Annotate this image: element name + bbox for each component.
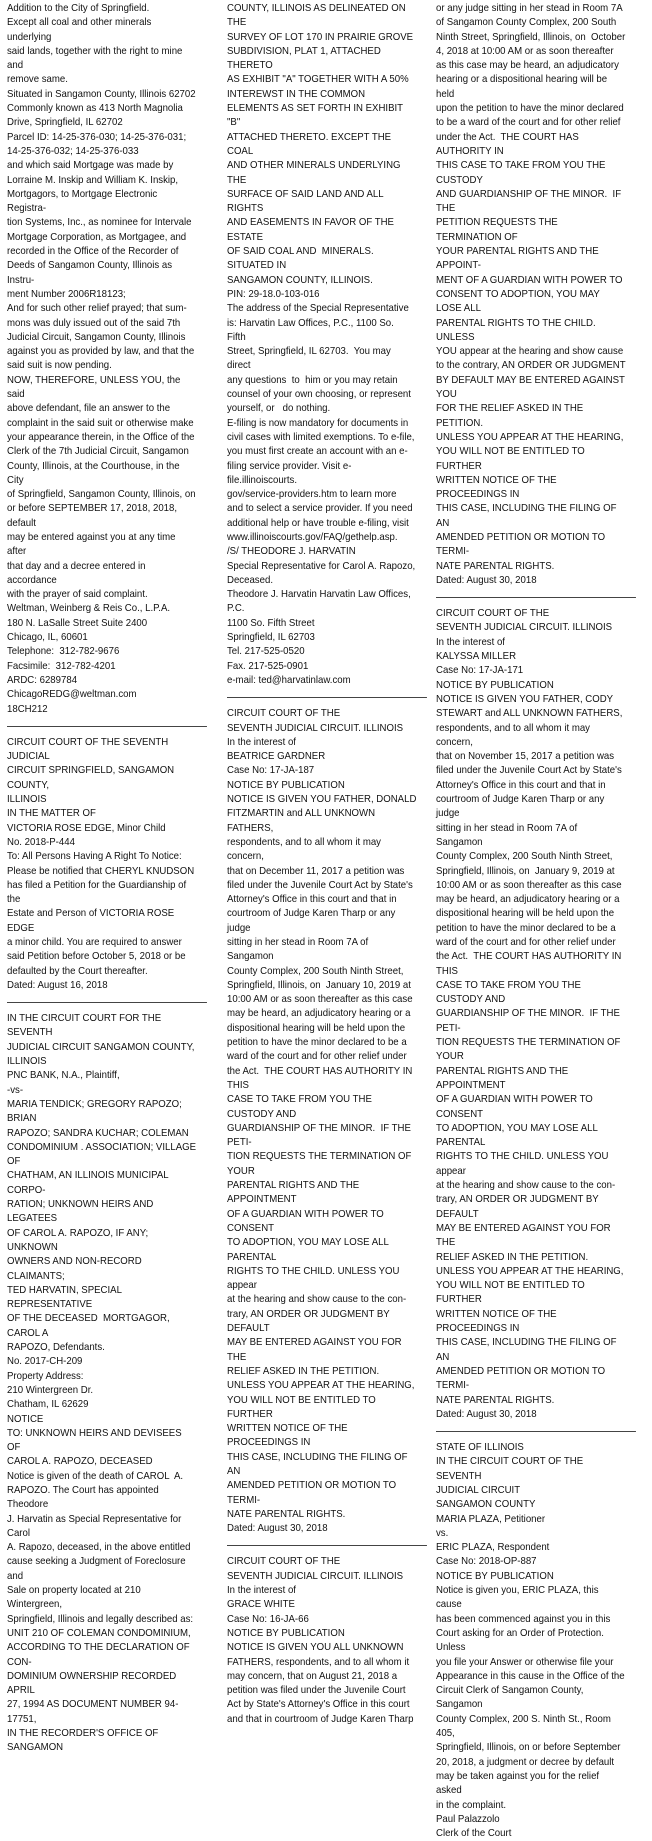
notice-line: 210 Wintergreen Dr.: [7, 1384, 94, 1396]
notice-line: CONDOMINIUM . ASSOCIATION; VILLAGE OF: [7, 1141, 199, 1168]
notice-line: Sale on property located at 210 Wintergreen,: [7, 1585, 144, 1611]
notice-divider: [436, 597, 636, 598]
notice-divider: [436, 1431, 636, 1432]
notice-line: County, Illinois, at the Courthouse, in the City: [7, 460, 183, 486]
notice-line: you must first create an account with an e-: [227, 446, 408, 458]
notice-line: Court asking for an Order of Protection. Unless: [436, 1627, 607, 1654]
notice-line: may be entered against you at any time after: [7, 531, 179, 558]
notice-line: sitting in her stead in Room 7A of Sangamon: [436, 822, 580, 848]
notice-line: Estate and Person of VICTORIA ROSE EDGE: [7, 908, 177, 934]
notice-line: THIS CASE, INCLUDING THE FILING OF AN: [436, 1337, 619, 1363]
notice-line: Facsimile: 312-782-4201: [7, 660, 116, 672]
notice-line: SURVEY OF LOT 170 IN PRAIRIE GROVE: [227, 31, 414, 43]
notice-line: IN THE MATTER OF: [7, 808, 96, 820]
notice-line: County Complex, 200 S. Ninth St., Room 405,: [436, 1713, 614, 1740]
notice-line: KALYSSA MILLER: [436, 651, 517, 663]
notice-line: courtroom of Judge Karen Tharp or any judge: [227, 908, 398, 934]
notice-line: 180 N. LaSalle Street Suite 2400: [7, 617, 148, 629]
notice-line: dispositional hearing will be held upon the: [227, 1022, 406, 1034]
notice-line: Circuit Clerk of Sangamon County, Sangamon: [436, 1685, 587, 1711]
notice-line: BY DEFAULT MAY BE ENTERED AGAINST YOU: [436, 374, 628, 401]
notice-line: OF THE DECEASED MORTGAGOR, CAROL A: [7, 1313, 173, 1339]
notice-line: a minor child. You are required to answer: [7, 937, 182, 948]
notice-line: gov/service-providers.htm to learn more: [227, 489, 397, 501]
notice-line: NOTICE IS GIVEN YOU FATHER, CODY: [436, 693, 614, 705]
notice-line: Springfield, IL 62703: [227, 632, 315, 644]
notice-line: Lorraine M. Inskip and William K. Inskip,: [7, 174, 179, 186]
notice-line: County Complex, 200 South Ninth Street,: [436, 851, 613, 863]
notice-line: trary, AN ORDER OR JUDGMENT BY DEFAULT: [227, 1308, 393, 1335]
notice-line: Weltman, Weinberg & Reis Co., L.P.A.: [7, 603, 171, 615]
notice-line: or any judge sitting in her stead in Room 7A: [436, 3, 623, 14]
notice-line: has been commenced against you in this: [436, 1613, 611, 1625]
notice-line: AMENDED PETITION OR MOTION TO TERMI-: [227, 1480, 399, 1506]
notice-line: of Sangamon County Complex, 200 South: [436, 17, 617, 29]
notice-line: IN THE CIRCUIT COURT OF THE SEVENTH: [436, 1456, 586, 1482]
notice-line: ward of the court and for other relief under: [436, 937, 616, 948]
notice-line: ELEMENTS AS SET FORTH IN EXHIBIT "B": [227, 103, 406, 129]
notice-line: Notice is given you, ERIC PLAZA, this cause: [436, 1585, 602, 1611]
notice-line: WRITTEN NOTICE OF THE PROCEEDINGS IN: [227, 1423, 351, 1449]
notice-line: IN THE CIRCUIT COURT FOR THE SEVENTH: [7, 1013, 164, 1039]
notice-line: PARENTAL RIGHTS AND THE APPOINTMENT: [436, 1065, 571, 1091]
notice-line: Fax. 217-525-0901: [227, 660, 309, 672]
legal-notice: [436, 1441, 626, 1841]
notice-line: In the interest of: [227, 736, 296, 748]
notice-line: under the Act. THE COURT HAS AUTHORITY IN: [436, 131, 581, 157]
notice-line: RAPOZO; SANDRA KUCHAR; COLEMAN: [7, 1127, 189, 1139]
notice-line: GRACE WHITE: [227, 1599, 295, 1611]
notice-line: MAY BE ENTERED AGAINST YOU FOR THE: [436, 1222, 614, 1249]
notice-line: Dated: August 16, 2018: [7, 979, 108, 991]
notice-line: 10:00 AM or as soon thereafter as this case: [227, 994, 413, 1006]
notice-line: Mortgage Corporation, as Mortgagee, and: [7, 231, 187, 243]
legal-notice: [227, 707, 417, 1536]
notice-line: FOR THE RELIEF ASKED IN THE PETITION.: [436, 403, 586, 429]
notice-line: and which said Mortgage was made by: [7, 160, 174, 172]
legal-notice: [436, 607, 626, 1422]
notice-line: J. Harvatin as Special Representative for Carol: [7, 1513, 184, 1539]
notice-line: Telephone: 312-782-9676: [7, 646, 120, 658]
notice-line: CIRCUIT COURT OF THE: [227, 1556, 341, 1568]
notice-line: NATE PARENTAL RIGHTS.: [436, 560, 555, 572]
notice-line: YOU WILL NOT BE ENTITLED TO FURTHER: [436, 446, 588, 472]
notice-line: FATHERS, respondents, and to all whom it: [227, 1656, 410, 1668]
notice-line: A. Rapozo, deceased, in the above entitled: [7, 1542, 191, 1554]
notice-line: FITZMARTIN and ALL UNKNOWN FATHERS,: [227, 808, 378, 834]
notice-line: And for such other relief prayed; that sum-: [7, 303, 187, 315]
notice-line: hearing or a dispositional hearing will be held: [436, 74, 610, 100]
notice-line: WRITTEN NOTICE OF THE PROCEEDINGS IN: [436, 1308, 560, 1335]
notice-line: THIS CASE TO TAKE FROM YOU THE CUSTODY: [436, 160, 609, 186]
notice-line: Springfield, Illinois, on or before September: [436, 1742, 621, 1754]
notice-line: SEVENTH JUDICIAL CIRCUIT. ILLINOIS: [227, 722, 404, 734]
notice-line: CHATHAM, AN ILLINOIS MUNICIPAL CORPO-: [7, 1170, 171, 1196]
notice-line: SEVENTH JUDICIAL CIRCUIT. ILLINOIS: [227, 1570, 404, 1582]
notice-line: Act by State's Attorney's Office in this court: [227, 1699, 410, 1711]
notice-line: CONSENT TO ADOPTION, YOU MAY LOSE ALL: [436, 288, 603, 315]
notice-line: as this case may be heard, an adjudicatory: [436, 60, 619, 72]
notice-line: cause seeking a Judgment of Foreclosure and: [7, 1556, 189, 1582]
notice-line: TION REQUESTS THE TERMINATION OF YOUR: [436, 1037, 623, 1063]
notice-line: Situated in Sangamon County, Illinois 62702: [7, 88, 196, 100]
notice-line: Paul Palazzolo: [436, 1813, 500, 1825]
notice-line: IN THE RECORDER'S OFFICE OF SANGAMON: [7, 1728, 161, 1754]
notice-line: CIRCUIT COURT OF THE: [227, 708, 341, 720]
notice-line: may be heard, an adjudicatory hearing or a: [227, 1008, 411, 1020]
notice-line: www.illinoiscourts.gov/FAQ/gethelp.asp.: [227, 531, 398, 543]
notice-line: 4, 2018 at 10:00 AM or as soon thereafter: [436, 45, 614, 57]
notice-line: Judicial Circuit, Sangamon County, Illinois: [7, 331, 186, 343]
notice-line: may be taken against you for the relief asked: [436, 1770, 602, 1797]
notice-line: tion Systems, Inc., as nominee for Intervale: [7, 217, 192, 229]
notice-line: WRITTEN NOTICE OF THE PROCEEDINGS IN: [436, 474, 560, 501]
notice-line: 20, 2018, a judgment or decree by default: [436, 1756, 615, 1768]
notice-line: UNLESS YOU APPEAR AT THE HEARING,: [227, 1380, 415, 1392]
notice-line: 18CH212: [7, 703, 48, 715]
notice-line: THIS CASE, INCLUDING THE FILING OF AN: [227, 1451, 410, 1477]
notice-divider: [7, 726, 207, 727]
notice-line: ACCORDING TO THE DECLARATION OF CON-: [7, 1642, 193, 1668]
notice-line: 10:00 AM or as soon thereafter as this case: [436, 879, 622, 891]
notice-line: PARENTAL RIGHTS TO THE CHILD. UNLESS: [436, 317, 599, 343]
notice-line: NOTICE IS GIVEN YOU ALL UNKNOWN: [227, 1642, 404, 1654]
notice-line: above defendant, file an answer to the: [7, 403, 171, 415]
notice-line: THIS CASE, INCLUDING THE FILING OF AN: [436, 503, 619, 529]
notice-line: Tel. 217-525-0520: [227, 646, 305, 658]
notice-line: NATE PARENTAL RIGHTS.: [227, 1508, 346, 1520]
notice-line: with the prayer of said complaint.: [7, 589, 148, 601]
notice-line: PETITION REQUESTS THE TERMINATION OF: [436, 217, 561, 243]
notice-line: Attorney's Office in this court and that in: [436, 779, 606, 791]
notice-line: at the hearing and show cause to the con-: [227, 1294, 407, 1306]
notice-line: respondents, and to all whom it may concern,: [227, 836, 384, 863]
notice-line: RIGHTS TO THE CHILD. UNLESS YOU appear: [227, 1265, 403, 1292]
notice-line: CASE TO TAKE FROM YOU THE CUSTODY AND: [227, 1094, 375, 1120]
notice-line: Chicago, IL, 60601: [7, 632, 88, 644]
notice-line: Dated: August 30, 2018: [436, 1408, 537, 1420]
notice-line: Case No: 16-JA-66: [227, 1613, 309, 1625]
notice-line: counsel of your own choosing, or represent: [227, 389, 411, 401]
notice-line: CAROL A. RAPOZO, DECEASED: [7, 1456, 153, 1468]
notice-line: Springfield, Illinois, on January 10, 2019 at: [227, 979, 411, 991]
notice-line: Except all coal and other minerals underlying: [7, 17, 155, 43]
notice-line: the Act. THE COURT HAS AUTHORITY IN THIS: [227, 1065, 415, 1091]
notice-line: NATE PARENTAL RIGHTS.: [436, 1394, 555, 1406]
notice-line: DOMINIUM OWNERSHIP RECORDED APRIL: [7, 1670, 179, 1697]
notice-line: NOTICE BY PUBLICATION: [227, 1627, 345, 1639]
notice-line: ChicagoREDG@weltman.com: [7, 689, 137, 701]
notice-line: respondents, and to all whom it may concern,: [436, 722, 593, 748]
notice-line: STEWART and ALL UNKNOWN FATHERS,: [436, 708, 623, 720]
notice-line: UNIT 210 OF COLEMAN CONDOMINIUM,: [7, 1627, 191, 1639]
notice-line: upon the petition to have the minor declared: [436, 103, 624, 115]
notice-line: petition to have the minor declared to be a: [436, 922, 616, 934]
notice-line: the Act. THE COURT HAS AUTHORITY IN THIS: [436, 951, 624, 977]
notice-line: additional help or have trouble e-filing, visit: [227, 517, 409, 529]
notice-line: Case No: 17-JA-187: [227, 765, 315, 777]
notice-line: Special Representative for Carol A. Rapozo,: [227, 560, 416, 572]
notice-line: CIRCUIT COURT OF THE: [436, 608, 550, 620]
notice-line: dispositional hearing will be held upon the: [436, 908, 615, 920]
notice-line: any questions to him or you may retain: [227, 374, 398, 386]
notice-line: CASE TO TAKE FROM YOU THE CUSTODY AND: [436, 979, 584, 1006]
notice-line: yourself, or do nothing.: [227, 403, 331, 415]
notice-line: TO: UNKNOWN HEIRS AND DEVISEES OF: [7, 1427, 185, 1454]
notice-line: AND GUARDIANSHIP OF THE MINOR. IF THE: [436, 188, 624, 215]
notice-line: No. 2018-P-444: [7, 836, 75, 848]
notice-line: Parcel ID: 14-25-376-030; 14-25-376-031;: [7, 131, 187, 143]
notice-line: SANGAMON COUNTY, ILLINOIS.: [227, 274, 373, 286]
notice-line: OF SAID COAL AND MINERALS. SITUATED IN: [227, 246, 377, 272]
notice-line: sitting in her stead in Room 7A of Sangamon: [227, 937, 371, 963]
notice-line: recorded in the Office of the Recorder of: [7, 246, 179, 258]
notice-line: in the complaint.: [436, 1799, 507, 1811]
notice-line: that day and a decree entered in accordance: [7, 560, 149, 586]
legal-notice: [227, 2, 417, 688]
notice-line: GUARDIANSHIP OF THE MINOR. IF THE PETI-: [436, 1008, 623, 1034]
notice-line: said suit is now pending.: [7, 360, 112, 372]
notice-line: that on December 11, 2017 a petition was: [227, 865, 405, 877]
notice-line: may be heard, an adjudicatory hearing or a: [436, 894, 620, 906]
notice-line: In the interest of: [227, 1585, 296, 1597]
notice-line: PNC BANK, N.A., Plaintiff,: [7, 1070, 120, 1082]
notice-line: Ninth Street, Springfield, Illinois, on October: [436, 31, 626, 43]
notice-line: Property Address:: [7, 1370, 84, 1382]
notice-line: VICTORIA ROSE EDGE, Minor Child: [7, 822, 166, 834]
notice-line: 14-25-376-032; 14-25-376-033: [7, 145, 139, 157]
notice-line: MARIA TENDICK; GREGORY RAPOZO; BRIAN: [7, 1098, 185, 1125]
notice-line: Mortgagors, to Mortgage Electronic Registra-: [7, 188, 160, 215]
notice-line: or before SEPTEMBER 17, 2018, 2018, default: [7, 503, 180, 529]
notice-line: YOU WILL NOT BE ENTITLED TO FURTHER: [436, 1280, 588, 1306]
notice-line: Theodore J. Harvatin Harvatin Law Offices,: [227, 589, 411, 601]
notice-line: STATE OF ILLINOIS: [436, 1442, 524, 1454]
notice-line: may concern, that on August 21, 2018 a: [227, 1670, 398, 1682]
notice-line: Chatham, IL 62629: [7, 1399, 89, 1411]
notice-line: MENT OF A GUARDIAN WITH POWER TO: [436, 274, 623, 286]
notice-line: YOU appear at the hearing and show cause: [436, 346, 624, 358]
notice-line: YOU WILL NOT BE ENTITLED TO FURTHER: [227, 1394, 379, 1420]
notice-line: your appearance therein, in the Office of the: [7, 431, 195, 443]
notice-line: ward of the court and for other relief under: [227, 1051, 407, 1063]
notice-line: filed under the Juvenile Court Act by State's: [436, 765, 622, 777]
notice-line: NOTICE BY PUBLICATION: [436, 1570, 554, 1582]
notice-divider: [227, 1545, 427, 1546]
notice-line: Springfield, Illinois, on January 9, 2019 at: [436, 865, 615, 877]
notice-line: /S/ THEODORE J. HARVATIN: [227, 546, 356, 558]
notice-line: Dated: August 30, 2018: [227, 1523, 328, 1535]
notice-line: trary, AN ORDER OR JUDGMENT BY DEFAULT: [436, 1194, 602, 1220]
notice-line: E-filing is now mandatory for documents in: [227, 417, 409, 429]
notice-divider: [227, 697, 427, 698]
notice-line: mons was duly issued out of the said 7th: [7, 317, 181, 329]
notice-line: said Petition before October 5, 2018 or be: [7, 951, 186, 963]
notice-line: 1100 So. Fifth Street: [227, 617, 315, 629]
notice-line: CIRCUIT SPRINGFIELD, SANGAMON COUNTY,: [7, 765, 177, 791]
notice-line: -vs-: [7, 1084, 24, 1096]
legal-notice: [436, 2, 626, 588]
notice-line: Drive, Springfield, IL 62702: [7, 117, 123, 129]
notice-line: Appearance in this cause in the Office of the: [436, 1670, 625, 1682]
notice-line: TION REQUESTS THE TERMINATION OF YOUR: [227, 1151, 414, 1177]
notice-line: RAPOZO, Defendants.: [7, 1342, 105, 1354]
notice-line: Case No: 17-JA-171: [436, 665, 524, 677]
notice-line: filed under the Juvenile Court Act by State's: [227, 879, 413, 891]
notice-line: ILLINOIS: [7, 794, 47, 806]
notice-line: MAY BE ENTERED AGAINST YOU FOR THE: [227, 1337, 405, 1363]
notice-line: P.C.: [227, 603, 245, 615]
notice-line: SUBDIVISION, PLAT 1, ATTACHED THERETO: [227, 45, 384, 72]
notice-line: County Complex, 200 South Ninth Street,: [227, 965, 404, 977]
notice-line: Street, Springfield, IL 62703. You may direct: [227, 346, 394, 372]
notice-line: UNLESS YOU APPEAR AT THE HEARING,: [436, 431, 624, 443]
notice-line: RAPOZO. The Court has appointed Theodore: [7, 1484, 162, 1511]
notice-line: AMENDED PETITION OR MOTION TO TERMI-: [436, 531, 608, 558]
notice-line: NOTICE BY PUBLICATION: [436, 679, 554, 691]
notice-line: ment Number 2006R18123;: [7, 288, 126, 300]
notice-line: 27, 1994 AS DOCUMENT NUMBER 94-17751,: [7, 1699, 179, 1725]
notice-line: SEVENTH JUDICIAL CIRCUIT. ILLINOIS: [436, 622, 613, 634]
legal-notice: [7, 736, 197, 993]
notice-line: OF A GUARDIAN WITH POWER TO CONSENT: [227, 1208, 387, 1234]
notice-line: NOTICE IS GIVEN YOU FATHER, DONALD: [227, 794, 417, 806]
notice-line: AND EASEMENTS IN FAVOR OF THE ESTATE: [227, 217, 397, 243]
legal-notice: [227, 1555, 417, 1727]
notice-line: NOTICE: [7, 1413, 44, 1425]
notice-line: Clerk of the 7th Judicial Circuit, Sangamon: [7, 446, 189, 458]
column-2: [227, 2, 417, 1727]
notice-line: Springfield, Illinois and legally described as:: [7, 1613, 194, 1625]
notice-line: OF CAROL A. RAPOZO, IF ANY; UNKNOWN: [7, 1227, 151, 1253]
notice-line: is: Harvatin Law Offices, P.C., 1100 So. Fifth: [227, 317, 400, 343]
notice-line: said lands, together with the right to mine and: [7, 45, 186, 72]
notice-line: BEATRICE GARDNER: [227, 751, 326, 763]
notice-line: has filed a Petition for the Guardianship of the: [7, 879, 189, 906]
notice-line: Attorney's Office in this court and that in: [227, 894, 397, 906]
notice-line: RELIEF ASKED IN THE PETITION.: [227, 1365, 380, 1377]
notice-line: TED HARVATIN, SPECIAL REPRESENTATIVE: [7, 1284, 125, 1311]
notice-line: The address of the Special Representative: [227, 303, 409, 315]
notice-line: to the contrary, AN ORDER OR JUDGMENT: [436, 360, 626, 372]
notice-line: ILLINOIS: [7, 1056, 47, 1068]
notice-line: that on November 15, 2017 a petition was: [436, 751, 615, 763]
notice-line: remove same.: [7, 74, 68, 86]
notice-line: ARDC: 6289784: [7, 674, 78, 686]
legal-notice: [7, 2, 197, 717]
notice-line: NOTICE BY PUBLICATION: [227, 779, 345, 791]
notice-line: Please be notified that CHERYL KNUDSON: [7, 865, 195, 877]
notice-line: petition to have the minor declared to be a: [227, 1037, 407, 1049]
notice-line: complaint in the said suit or otherwise make: [7, 417, 194, 429]
notice-line: filing service provider. Visit e-file.illinoiscourts.: [227, 460, 352, 486]
notice-line: you file your Answer or otherwise file your: [436, 1656, 614, 1668]
notice-line: RELIEF ASKED IN THE PETITION.: [436, 1251, 589, 1263]
notice-line: COUNTY, ILLINOIS AS DELINEATED ON THE: [227, 3, 409, 29]
notice-line: To: All Persons Having A Right To Notice:: [7, 851, 182, 863]
notice-line: AMENDED PETITION OR MOTION TO TERMI-: [436, 1365, 608, 1392]
notice-line: Deeds of Sangamon County, Illinois as Instru-: [7, 260, 175, 286]
notice-line: petition was filed under the Juvenile Court: [227, 1685, 406, 1697]
notice-line: ERIC PLAZA, Respondent: [436, 1542, 550, 1554]
notice-line: ATTACHED THERETO. EXCEPT THE COAL: [227, 131, 394, 157]
column-1: [7, 2, 197, 1756]
notice-line: Commonly known as 413 North Magnolia: [7, 103, 183, 115]
notice-line: NOW, THEREFORE, UNLESS YOU, the said: [7, 374, 184, 401]
notice-line: In the interest of: [436, 636, 505, 648]
notice-line: Notice is given of the death of CAROL A.: [7, 1470, 184, 1482]
notice-line: Case No: 2018-OP-887: [436, 1556, 537, 1568]
notice-line: Dated: August 30, 2018: [436, 574, 537, 586]
notice-line: AS EXHIBIT "A" TOGETHER WITH A 50%: [227, 74, 409, 86]
notice-line: AND OTHER MINERALS UNDERLYING THE: [227, 160, 404, 186]
notice-line: of Springfield, Sangamon County, Illinois, on: [7, 489, 196, 501]
notice-line: UNLESS YOU APPEAR AT THE HEARING,: [436, 1265, 624, 1277]
notice-line: Clerk of the Court: [436, 1828, 512, 1840]
notice-line: OWNERS AND NON-RECORD CLAIMANTS;: [7, 1256, 148, 1282]
notice-line: Addition to the City of Springfield.: [7, 3, 150, 14]
notice-line: INTEREWST IN THE COMMON: [227, 88, 366, 100]
notice-line: defaulted by the Court thereafter.: [7, 965, 148, 977]
notice-line: and to select a service provider. If you need: [227, 503, 413, 515]
notice-line: JUDICIAL CIRCUIT SANGAMON COUNTY,: [7, 1041, 195, 1053]
notice-line: OF A GUARDIAN WITH POWER TO CONSENT: [436, 1094, 596, 1120]
notice-line: SANGAMON COUNTY: [436, 1499, 536, 1511]
notice-line: vs.: [436, 1527, 449, 1539]
notice-line: TO ADOPTION, YOU MAY LOSE ALL PARENTAL: [227, 1237, 392, 1263]
notice-line: GUARDIANSHIP OF THE MINOR. IF THE PETI-: [227, 1122, 414, 1149]
notice-line: PARENTAL RIGHTS AND THE APPOINTMENT: [227, 1180, 362, 1206]
notice-line: RATION; UNKNOWN HEIRS AND LEGATEES: [7, 1199, 156, 1225]
column-3: [436, 2, 626, 1841]
notice-line: TO ADOPTION, YOU MAY LOSE ALL PARENTAL: [436, 1122, 601, 1149]
notice-line: PIN: 29-18.0-103-016: [227, 288, 320, 300]
notice-line: Deceased.: [227, 574, 273, 586]
legal-notice: [7, 1012, 197, 1755]
notice-line: RIGHTS TO THE CHILD. UNLESS YOU appear: [436, 1151, 612, 1177]
notice-line: MARIA PLAZA, Petitioner: [436, 1513, 546, 1525]
notice-divider: [7, 1002, 207, 1003]
notice-line: courtroom of Judge Karen Tharp or any judge: [436, 794, 607, 820]
notice-line: against you as provided by law, and that the: [7, 346, 195, 358]
notice-line: at the hearing and show cause to the con-: [436, 1180, 616, 1192]
notice-line: SURFACE OF SAID LAND AND ALL RIGHTS: [227, 188, 386, 215]
notice-line: CIRCUIT COURT OF THE SEVENTH JUDICIAL: [7, 736, 171, 763]
notice-line: JUDICIAL CIRCUIT: [436, 1484, 521, 1496]
notice-line: to be a ward of the court and for other relief: [436, 117, 621, 129]
notice-line: e-mail: ted@harvatinlaw.com: [227, 674, 351, 686]
notice-line: YOUR PARENTAL RIGHTS AND THE APPOINT-: [436, 246, 601, 272]
notice-line: No. 2017-CH-209: [7, 1356, 83, 1368]
notice-line: and that in courtroom of Judge Karen Tharp: [227, 1713, 414, 1725]
notice-line: civil cases with limited exemptions. To e-file,: [227, 431, 415, 443]
